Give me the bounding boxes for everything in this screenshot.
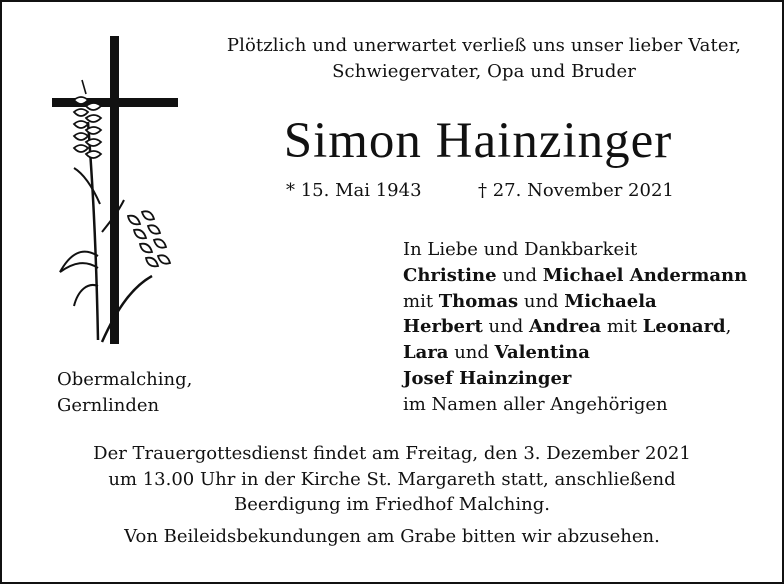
mourners-list bbox=[403, 237, 763, 418]
mourners-line bbox=[403, 263, 763, 289]
place-text bbox=[57, 367, 237, 419]
death-date: † 27. November 2021 bbox=[478, 180, 674, 201]
mourner-name: Andrea bbox=[528, 316, 602, 338]
mourner-name: Michael Andermann bbox=[542, 264, 748, 286]
mourner-name: Herbert bbox=[403, 316, 483, 338]
service-info bbox=[60, 441, 724, 518]
mourner-connector: mit bbox=[403, 290, 439, 312]
condolence-request: Von Beileidsbekundungen am Grabe bitten wir abzusehen. bbox=[124, 526, 660, 547]
mourner-connector: und bbox=[482, 316, 529, 338]
mourner-name: Michaela bbox=[564, 290, 657, 312]
mourners-line bbox=[403, 366, 763, 392]
mourner-connector: und bbox=[518, 290, 565, 312]
mourner-connector: und bbox=[448, 342, 495, 364]
mourner-connector: mit bbox=[601, 316, 643, 338]
mourner-name: Valentina bbox=[494, 342, 590, 364]
service-line: um 13.00 Uhr in der Kirche St. Margareth statt, anschließend bbox=[108, 468, 676, 490]
mourners-line bbox=[403, 289, 763, 315]
mourner-name: Thomas bbox=[438, 290, 519, 312]
cross-with-wheat-icon bbox=[52, 36, 182, 358]
mourners-line bbox=[403, 340, 763, 366]
intro-text bbox=[214, 33, 754, 85]
mourner-name: Leonard bbox=[642, 316, 726, 338]
mourner-connector: , bbox=[725, 316, 732, 338]
service-line: Der Trauergottesdienst findet am Freitag, den 3. Dezember 2021 bbox=[93, 443, 691, 464]
mourners-intro: In Liebe und Dankbarkeit bbox=[403, 239, 638, 260]
mourners-closing: im Namen aller Angehörigen bbox=[403, 393, 668, 415]
mourner-name: Josef Hainzinger bbox=[403, 367, 572, 389]
birth-date: * 15. Mai 1943 bbox=[286, 180, 422, 201]
mourners-line bbox=[403, 392, 763, 418]
intro-line: Schwiegervater, Opa und Bruder bbox=[332, 61, 636, 82]
place-line: Obermalching, bbox=[57, 369, 193, 390]
mourners-line bbox=[403, 237, 763, 263]
intro-line: Plötzlich und unerwartet verließ uns unser lieber Vater, bbox=[226, 35, 742, 56]
mourner-name: Christine bbox=[403, 264, 497, 286]
mourner-connector: und bbox=[496, 264, 543, 286]
service-line: Beerdigung im Friedhof Malching. bbox=[234, 494, 550, 515]
mourner-name: Lara bbox=[403, 342, 449, 364]
place-line: Gernlinden bbox=[57, 394, 160, 416]
mourners-line bbox=[403, 314, 763, 340]
deceased-name: Simon Hainzinger bbox=[283, 113, 673, 169]
